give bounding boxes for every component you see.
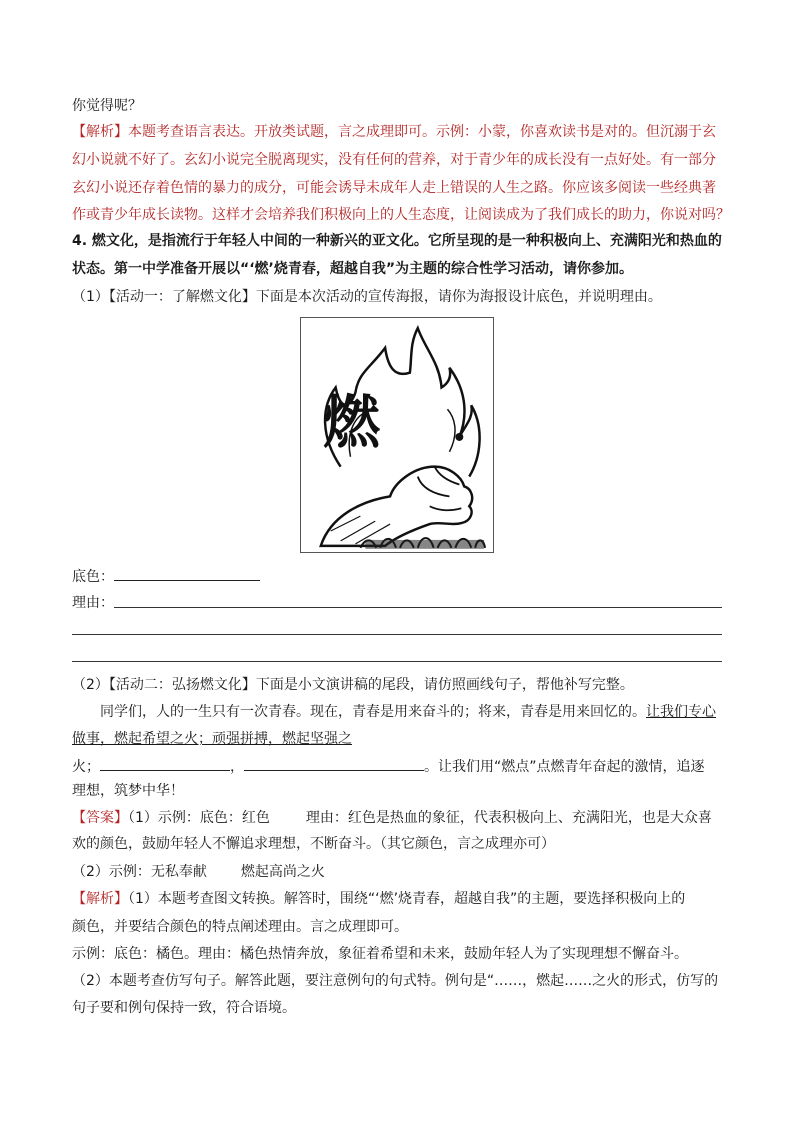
reason-row — [72, 593, 114, 613]
explanation-line: 示例：底色：橘色。理由：橘色热情奔放，象征着希望和未来，鼓励年轻人为了实现理想不懈奋斗。 — [72, 946, 688, 962]
question-4-line: 状态。第一中学准备开展以“‘燃’烧青春，超越自我”为主题的综合性学习活动，请你参加。 — [72, 261, 634, 277]
reason-label: 理由： — [72, 595, 114, 611]
fill-blank-2[interactable] — [244, 756, 424, 771]
explanation-text: （1）本题考查图文转换。解答时，围绕“‘燃’烧青春，超越自我”的主题，要选择积极向上的 — [128, 891, 686, 907]
explanation-row — [72, 889, 685, 909]
analysis-line: 玄幻小说还存着色情的暴力的成分，可能会诱导未成年人走上错误的人生之路。你应该多阅读一些经典著 — [72, 180, 716, 196]
underlined-sentence: 让我们专心 — [646, 704, 716, 720]
activity-2-prompt: （2）【活动二：弘扬燃文化】下面是小文演讲稿的尾段，请仿照画线句子，帮他补写完整。 — [72, 677, 634, 693]
activity-1-prompt: （1）【活动一：了解燃文化】下面是本次活动的宣传海报，请你为海报设计底色，并说明理由。 — [72, 289, 662, 305]
speech-line — [100, 702, 716, 722]
speech-text: ， — [230, 759, 244, 775]
answer-text: （2）示例：无私奉献 — [72, 864, 207, 880]
speech-fill-line — [72, 756, 705, 777]
speech-line — [72, 729, 352, 749]
analysis-line: 幻小说就不好了。玄幻小说完全脱离现实，没有任何的营养，对于青少年的成长没有一点好处。有一部分 — [72, 152, 716, 168]
fist-flame-illustration — [301, 318, 493, 552]
explanation-line: 颜色，并要结合颜色的特点阐述理由。言之成理即可。 — [72, 919, 408, 935]
speech-text: 同学们，人的一生只有一次青春。现在，青春是用来奋斗的；将来，青春是用来回忆的。 — [100, 704, 646, 720]
underlined-sentence: 做事，燃起希望之火；顽强拼搏，燃起坚强之 — [72, 731, 352, 747]
speech-line: 理想，筑梦中华！ — [72, 783, 184, 799]
base-color-blank[interactable] — [114, 566, 260, 581]
question-4-line: 4. 燃文化，是指流行于年轻人中间的一种新兴的亚文化。它所呈现的是一种积极向上、充满阳光和热血的 — [72, 233, 722, 249]
answer-row — [72, 808, 712, 828]
base-color-row — [72, 566, 260, 587]
analysis-text: 本题考查语言表达。开放类试题，言之成理即可。示例：小蒙，你喜欢读书是对的。但沉溺于玄 — [128, 124, 716, 140]
answer-row — [72, 862, 325, 882]
text-line: 你觉得呢？ — [72, 98, 142, 114]
reason-answer-line[interactable] — [72, 661, 722, 662]
fill-blank-1[interactable] — [100, 756, 230, 771]
base-color-label: 底色： — [72, 569, 114, 585]
analysis-tag: 【解析】 — [72, 124, 128, 140]
reason-answer-line[interactable] — [114, 607, 722, 608]
explanation-line: 句子要和例句保持一致，符合语境。 — [72, 1000, 296, 1016]
analysis-paragraph — [72, 122, 716, 142]
poster-glyph: 燃 — [322, 387, 381, 456]
poster-image — [300, 317, 494, 553]
reason-answer-line[interactable] — [72, 634, 722, 635]
answer-text: 理由：红色是热血的象征，代表积极向上、充满阳光，也是大众喜 — [305, 810, 712, 826]
speech-text: 火； — [72, 759, 100, 775]
answer-text: 燃起高尚之火 — [240, 864, 325, 880]
speech-text: 。让我们用“燃点”点燃青年奋起的激情，追逐 — [424, 759, 705, 775]
explanation-line: （2）本题考查仿写句子。解答此题，要注意例句的句式特。例句是“……，燃起……之火的形式，仿写的 — [72, 973, 719, 989]
answer-tag: 【答案】 — [72, 810, 128, 826]
explanation-tag: 【解析】 — [72, 891, 128, 907]
answer-text: （1）示例：底色：红色 — [128, 810, 270, 826]
answer-line: 欢的颜色，鼓励年轻人不懈追求理想，不断奋斗。（其它颜色，言之成理亦可） — [72, 836, 555, 852]
analysis-line: 作或青少年成长读物。这样才会培养我们积极向上的人生态度，让阅读成为了我们成长的助力，你说对吗？ — [72, 207, 730, 223]
